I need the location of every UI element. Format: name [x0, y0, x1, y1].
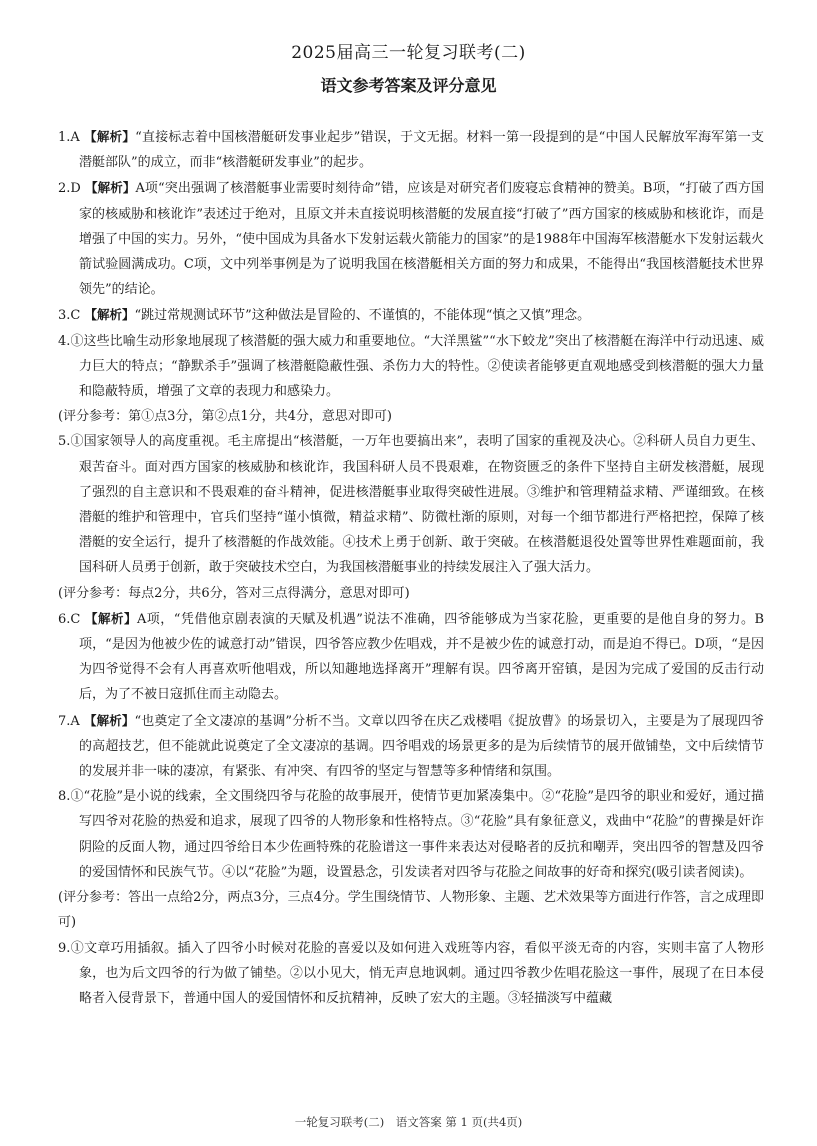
answer-item — [58, 124, 764, 175]
answer-number: 6.C — [58, 611, 81, 627]
answer-text: ①“花脸”是小说的线索，全文围绕四爷与花脸的故事展开，使情节更加紧凑集中。②“花脸”是四爷的职业和爱好，通过描写四爷对花脸的热爱和追求，展现了四爷的人物形象和性格特点。③“花脸”具有象征意义，戏曲中“花脸”的曹操是奸诈阴险的反面人物，通过四爷给日本少佐画特殊的花脸谱这一事件来表达对侵略者的反抗和嘲弄，突出四爷的智慧及四爷的爱国情怀和民族气节。④以“花脸”为题，设置悬念，引发读者对四爷与花脸之间故事的好奇和探究(吸引读者阅读)。 — [70, 789, 764, 880]
answer-number: 4. — [58, 333, 71, 349]
analysis-tag: 【解析】 — [84, 610, 137, 626]
scoring-note: (评分参考：第①点3分，第②点1分，共4分，意思对即可) — [58, 409, 392, 425]
answer-item — [58, 606, 764, 708]
answer-item — [58, 936, 764, 1012]
answer-list — [58, 124, 764, 1011]
analysis-tag: 【解析】 — [84, 129, 136, 144]
analysis-tag: 【解析】 — [85, 180, 136, 196]
scoring-note: (评分参考：每点2分，共6分，答对三点得满分，意思对即可) — [58, 585, 410, 601]
analysis-tag: 【解析】 — [84, 307, 135, 323]
answer-item — [58, 302, 764, 328]
answer-number: 8. — [58, 789, 71, 805]
answer-number: 9. — [58, 940, 71, 956]
answer-number: 3.C — [58, 308, 81, 324]
page-footer: 一轮复习联考(二) 语文答案 第 1 页(共4页) — [294, 1115, 523, 1129]
answer-text: A项，“凭借他京剧表演的天赋及机遇”说法不准确，四爷能够成为当家花脸，更重要的是他自身的努力。B项，“是因为他被少佐的诚意打动”错误，四爷答应教少佐唱戏，并不是被少佐的诚意打动，而是迫不得已。D项，“是因为四爷觉得不会有人再喜欢听他唱戏，所以知趣地选择离开”理解有误。四爷离开窑镇，是因为完成了爱国的反击行动后，为了不被日寇抓住而主动隐去。 — [79, 611, 764, 703]
answer-text: “直接标志着中国核潜艇研发事业起步”错误，于文无据。材料一第一段提到的是“中国人民解放军海军第一支潜艇部队”的成立，而非“核潜艇研发事业”的起步。 — [79, 130, 764, 171]
answer-item — [58, 329, 764, 405]
answer-text: A项“突出强调了核潜艇事业需要时刻待命”错，应该是对研究者们废寝忘食精神的赞美。B项，“打破了西方国家的核威胁和核讹诈”表述过于绝对，且原文并未直接说明核潜艇的发展直接“打破了”西方国家的核威胁和核讹诈，而是增强了中国的实力。另外，“使中国成为具备水下发射运载火箭能力的国家”的是1988年中国海军核潜艇水下发射运载火箭试验圆满成功。C项，文中列举事例是为了说明我国在核潜艇相关方面的努力和成果，不能得出“我国核潜艇技术世界领先”的结论。 — [79, 181, 764, 298]
analysis-tag: 【解析】 — [84, 712, 135, 728]
answer-item — [58, 708, 764, 785]
answer-text: ①国家领导人的高度重视。毛主席提出“核潜艇，一万年也要搞出来”，表明了国家的重视及决心。②科研人员自力更生、艰苦奋斗。面对西方国家的核威胁和核讹诈，我国科研人员不畏艰难，在物资匮乏的条件下坚持自主研发核潜艇，展现了强烈的自主意识和不畏艰难的奋斗精神，促进核潜艇事业取得突破性进展。③维护和管理精益求精、严谨细致。在核潜艇的维护和管理中，官兵们坚持“谨小慎微，精益求精”、防微杜渐的原则，对每一个细节都进行严格把控，保障了核潜艇的安全运行，提升了核潜艇的作战效能。④技术上勇于创新、敢于突破。在核潜艇退役处置等世界性难题面前，我国科研人员勇于创新，敢于突破技术空白，为我国核潜艇事业的持续发展注入了强大活力。 — [70, 434, 764, 576]
answer-text: “也奠定了全文凄凉的基调”分析不当。文章以四爷在庆乙戏楼唱《捉放曹》的场景切入，主要是为了展现四爷的高超技艺，但不能就此说奠定了全文凄凉的基调。四爷唱戏的场景更多的是为后续情节的展开做铺垫，文中后续情节的发展并非一味的凄凉，有紧张、有冲突、有四爷的坚定与智慧等多种情绪和氛围。 — [79, 713, 764, 780]
answer-item — [58, 784, 764, 885]
page-title: 2025届高三一轮复习联考(二) — [291, 43, 526, 63]
answer-item — [58, 175, 764, 302]
scoring-note: (评分参考：答出一点给2分，两点3分，三点4分。学生围绕情节、人物形象、主题、艺术效果等方面进行作答，言之成理即可) — [58, 890, 764, 931]
answer-number: 7.A — [58, 713, 80, 729]
answer-text: ①这些比喻生动形象地展现了核潜艇的强大威力和重要地位。“大洋黑鲨”“水下蛟龙”突出了核潜艇在海洋中行动迅速、威力巨大的特点；“静默杀手”强调了核潜艇隐蔽性强、杀伤力大的特性。②使读者能够更直观地感受到核潜艇的强大力量和隐蔽特质，增强了文章的表现力和感染力。 — [70, 333, 764, 400]
answer-text: ①文章巧用插叙。插入了四爷小时候对花脸的喜爱以及如何进入戏班等内容，看似平淡无奇的内容，实则丰富了人物形象，也为后文四爷的行为做了铺垫。②以小见大，悄无声息地讽刺。通过四爷教少佐唱花脸这一事件，展现了在日本侵略者入侵背景下，普通中国人的爱国情怀和反抗精神，反映了宏大的主题。③轻描淡写中蕴藏 — [70, 940, 764, 1006]
answer-item — [58, 429, 764, 580]
page-subtitle: 语文参考答案及评分意见 — [320, 76, 497, 95]
answer-number: 1.A — [58, 130, 80, 145]
answer-number: 5. — [58, 434, 71, 450]
answer-number: 2.D — [58, 181, 81, 197]
answer-text: “跳过常规测试环节”这种做法是冒险的、不谨慎的，不能体现“慎之又慎”理念。 — [134, 308, 591, 324]
